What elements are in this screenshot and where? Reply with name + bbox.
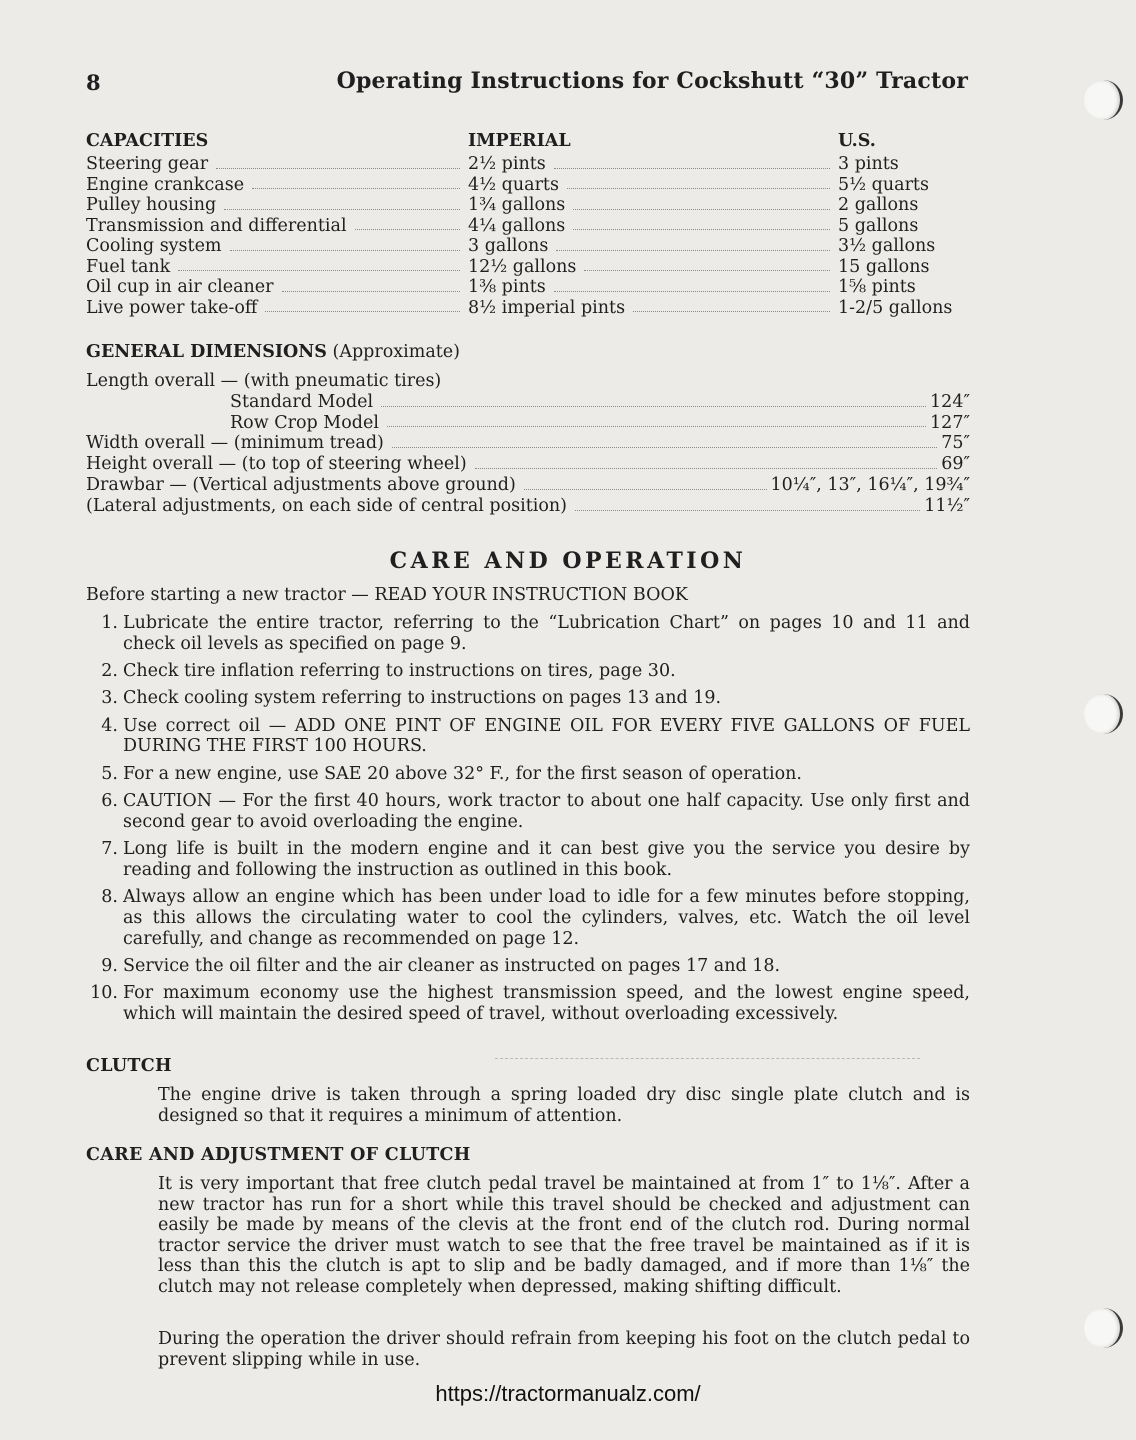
list-item [86, 983, 970, 1025]
capacity-item: Fuel tank [86, 256, 171, 277]
list-item-number: 7. [101, 839, 118, 860]
dimension-value: 11½″ [924, 495, 970, 516]
leader-dots [633, 298, 830, 313]
capacities-table [86, 128, 970, 318]
capacity-us: 3½ gallons [838, 236, 936, 256]
leader-dots [584, 257, 830, 272]
list-item-text: Use correct oil — ADD ONE PINT OF ENGINE OIL FOR EVERY FIVE GALLONS OF FUEL DURING THE FIRST 100 HOURS. [123, 715, 970, 757]
clutch-paragraph: The engine drive is taken through a spring loaded dry disc single plate clutch and is designed so that it requires a minimum of attention. [158, 1085, 970, 1126]
capacity-imperial-cell [468, 175, 838, 196]
capacity-item: Pulley housing [86, 195, 217, 215]
dimension-label: Drawbar — (Vertical adjustments above ground) [86, 474, 516, 495]
leader-dots [252, 175, 460, 190]
list-item-text: Long life is built in the modern engine and it can best give you the service you desire by reading and following the instruction as outlined in this book. [123, 839, 970, 880]
dimensions-subtitle: (Approximate) [332, 342, 460, 362]
dimension-row [86, 454, 970, 475]
dimension-label: Length overall — (with pneumatic tires) [86, 371, 442, 391]
dimension-row [86, 475, 970, 496]
list-item-text: Lubricate the entire tractor, referring to the “Lubrication Chart” on pages 10 and 11 and check oil levels as specified on page 9. [123, 613, 970, 654]
list-item-number: 5. [101, 763, 118, 784]
care-operation-list [86, 613, 970, 1032]
length-overall-label [86, 371, 970, 392]
leader-dots [475, 454, 938, 469]
capacity-us: 15 gallons [838, 256, 930, 277]
list-item-text: CAUTION — For the first 40 hours, work tractor to about one half capacity. Use only first and second gear to avoid overloading the engine. [123, 791, 970, 832]
capacity-imperial-cell [468, 277, 838, 298]
list-item-number: 3. [101, 688, 118, 709]
page-number: 8 [86, 70, 101, 95]
dimension-row [86, 496, 970, 517]
capacity-us: 2 gallons [838, 195, 919, 215]
capacity-row [86, 216, 970, 237]
list-item [86, 887, 970, 949]
capacity-us: 5½ quarts [838, 174, 929, 195]
dimension-value: 69″ [941, 454, 970, 475]
footer-url[interactable]: https://tractormanualz.com/ [435, 1381, 701, 1406]
capacity-imperial: 2½ pints [468, 154, 546, 174]
capacity-imperial-cell [468, 236, 838, 257]
capacity-us: 1-2/5 gallons [838, 297, 953, 318]
list-item-number: 2. [101, 661, 118, 682]
leader-dots [573, 216, 830, 231]
dimensions-title: GENERAL DIMENSIONS [86, 342, 327, 362]
dimension-row [86, 433, 970, 454]
capacity-us: 3 pints [838, 154, 899, 174]
list-item-text: Always allow an engine which has been under load to idle for a few minutes before stopping, as this allows the circulating water to cool the cylinders, valves, etc. Watch the oil level carefully, and change as recommended on page 12. [123, 887, 970, 949]
capacity-row [86, 154, 970, 175]
capacity-imperial-cell [468, 154, 838, 175]
list-item-number: 9. [101, 956, 118, 977]
list-item [86, 661, 970, 682]
capacity-row [86, 236, 970, 257]
list-item-text: Service the oil filter and the air cleaner as instructed on pages 17 and 18. [123, 956, 781, 977]
binder-hole [1084, 1308, 1123, 1348]
list-item-number: 4. [101, 715, 118, 736]
list-item-number: 1. [101, 613, 118, 633]
dimension-label: Standard Model [230, 391, 374, 412]
capacity-imperial: 4¼ gallons [468, 215, 566, 236]
capacity-item: Steering gear [86, 154, 209, 174]
dimensions-heading [86, 342, 460, 362]
capacity-us: 1⅝ pints [838, 277, 916, 297]
capacity-item-cell [86, 154, 468, 175]
dimension-value: 127″ [930, 412, 970, 433]
capacity-imperial-cell [468, 298, 838, 319]
leader-dots [282, 277, 460, 292]
capacity-item-cell [86, 236, 468, 257]
leader-dots [392, 433, 937, 448]
binder-hole [1084, 80, 1123, 120]
list-item-number: 8. [101, 887, 118, 908]
list-item-text: Check cooling system referring to instructions on pages 13 and 19. [123, 688, 722, 709]
capacity-imperial: 12½ gallons [468, 256, 577, 277]
list-item-number: 10. [90, 983, 118, 1004]
dimension-label: Width overall — (minimum tread) [86, 433, 384, 454]
list-item [86, 791, 970, 833]
dimension-row [86, 413, 970, 434]
leader-dots [381, 392, 926, 407]
capacity-imperial: 1⅜ pints [468, 277, 546, 297]
clutch-adjustment-paragraph-1: It is very important that free clutch pedal travel be maintained at from 1″ to 1⅛″. After a new tractor has run for a short while this travel should be checked and adjustment can easily be made by means of the clevis at the front end of the clutch rod. During normal tractor service the driver must watch to see that the free travel be maintained as if it is less than this the clutch is apt to slip and be badly damaged, and if more than 1⅛″ the clutch may not release completely when depressed, making shifting difficult. [158, 1174, 970, 1297]
leader-dots [265, 298, 460, 313]
leader-dots [387, 413, 926, 428]
leader-dots [224, 195, 460, 210]
care-operation-intro: Before starting a new tractor — READ YOUR INSTRUCTION BOOK [86, 585, 688, 605]
list-item [86, 613, 970, 655]
leader-dots [573, 195, 830, 210]
capacity-item: Live power take-off [86, 297, 258, 318]
divider [495, 1058, 920, 1059]
dimensions-list [86, 371, 970, 517]
leader-dots [230, 236, 460, 251]
capacity-imperial-cell [468, 195, 838, 216]
capacity-imperial: 4½ quarts [468, 174, 559, 195]
capacity-item-cell [86, 298, 468, 319]
capacity-item-cell [86, 195, 468, 216]
capacity-imperial: 3 gallons [468, 236, 549, 256]
capacity-item: Oil cup in air cleaner [86, 277, 274, 297]
capacity-imperial: 1¾ gallons [468, 195, 566, 215]
binder-hole [1084, 694, 1123, 734]
capacity-item: Cooling system [86, 236, 222, 256]
leader-dots [554, 277, 830, 292]
clutch-adjustment-paragraph-2: During the operation the driver should refrain from keeping his foot on the clutch pedal to prevent slipping while in use. [158, 1329, 970, 1370]
list-item-text: For maximum economy use the highest transmission speed, and the lowest engine speed, which will maintain the desired speed of travel, without overloading excessively. [123, 983, 970, 1025]
dimension-label: Height overall — (to top of steering wheel) [86, 454, 467, 475]
capacity-item-cell [86, 216, 468, 237]
list-item-number: 6. [101, 791, 118, 812]
capacity-row [86, 195, 970, 216]
list-item [86, 956, 970, 977]
list-item [86, 839, 970, 881]
capacity-imperial-cell [468, 216, 838, 237]
capacity-item: Transmission and differential [86, 215, 347, 236]
capacity-row [86, 257, 970, 278]
care-operation-title: CARE AND OPERATION [389, 548, 747, 574]
capacity-item-cell [86, 277, 468, 298]
list-item-text: For a new engine, use SAE 20 above 32° F., for the first season of operation. [123, 763, 802, 784]
capacity-imperial: 8½ imperial pints [468, 297, 626, 318]
list-item [86, 688, 970, 709]
leader-dots [575, 496, 920, 511]
leader-dots [556, 236, 830, 251]
leader-dots [524, 475, 767, 490]
capacities-column-header: CAPACITIES [86, 131, 209, 151]
clutch-adjustment-heading: CARE AND ADJUSTMENT OF CLUTCH [86, 1145, 471, 1165]
clutch-heading: CLUTCH [86, 1056, 172, 1076]
leader-dots [178, 257, 460, 272]
capacity-imperial-cell [468, 257, 838, 278]
dimension-label: Row Crop Model [230, 412, 379, 433]
running-header: Operating Instructions for Cockshutt “30” Tractor [336, 68, 968, 94]
list-item [86, 716, 970, 758]
leader-dots [554, 154, 830, 169]
dimension-value: 75″ [941, 433, 970, 454]
capacities-header-row [86, 128, 970, 154]
leader-dots [355, 216, 460, 231]
list-item [86, 764, 970, 785]
us-column-header: U.S. [838, 131, 876, 151]
capacity-item-cell [86, 175, 468, 196]
capacity-row [86, 298, 970, 319]
capacity-row [86, 277, 970, 298]
imperial-column-header: IMPERIAL [468, 131, 571, 151]
capacity-item-cell [86, 257, 468, 278]
leader-dots [216, 154, 460, 169]
dimension-value: 124″ [930, 391, 970, 412]
capacity-item: Engine crankcase [86, 174, 245, 195]
capacity-row [86, 175, 970, 196]
list-item-text: Check tire inflation referring to instructions on tires, page 30. [123, 661, 676, 682]
dimension-value: 10¼″, 13″, 16¼″, 19¾″ [770, 474, 970, 495]
dimension-row [86, 392, 970, 413]
leader-dots [567, 175, 830, 190]
capacity-us: 5 gallons [838, 215, 919, 236]
dimension-label: (Lateral adjustments, on each side of central position) [86, 495, 568, 516]
